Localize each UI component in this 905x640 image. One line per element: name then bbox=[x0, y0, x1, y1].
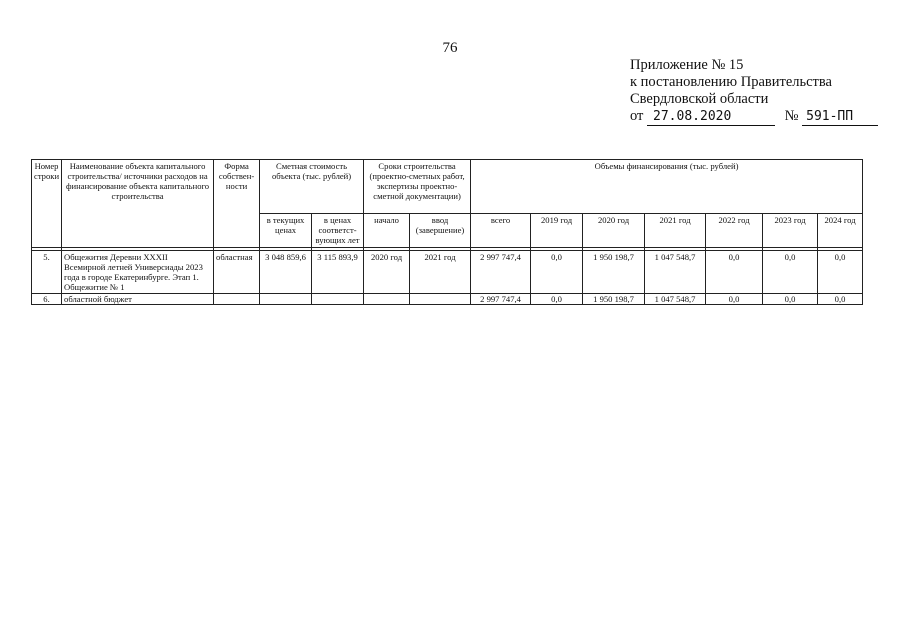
financing-total: 2 997 747,4 bbox=[471, 294, 531, 305]
header-year-2024: 2024 год bbox=[818, 214, 863, 248]
financing-total: 2 997 747,4 bbox=[471, 251, 531, 294]
header-object-name: Наименование объекта капитального строительства/ источники расходов на финансирование объекта капитального строительства bbox=[62, 160, 214, 248]
header-estimated-cost: Сметная стоимость объекта (тыс. рублей) bbox=[260, 160, 364, 214]
term-end: 2021 год bbox=[410, 251, 471, 294]
term-end bbox=[410, 294, 471, 305]
ownership: областная bbox=[214, 251, 260, 294]
table-row bbox=[32, 251, 863, 294]
financing-2019: 0,0 bbox=[531, 251, 583, 294]
header-year-2022: 2022 год bbox=[706, 214, 763, 248]
header-year-2020: 2020 год bbox=[583, 214, 645, 248]
header-row-number: Номер строки bbox=[32, 160, 62, 248]
appendix-region: Свердловской области bbox=[630, 91, 769, 107]
appendix-subtitle: к постановлению Правительства bbox=[630, 74, 832, 90]
financing-2022: 0,0 bbox=[706, 251, 763, 294]
header-term-end: ввод (завершение) bbox=[410, 214, 471, 248]
header-row-1 bbox=[32, 160, 863, 214]
object-name: областной бюджет bbox=[62, 294, 214, 305]
header-term-start: начало bbox=[364, 214, 410, 248]
financing-2023: 0,0 bbox=[763, 294, 818, 305]
financing-2021: 1 047 548,7 bbox=[645, 251, 706, 294]
header-year-2023: 2023 год bbox=[763, 214, 818, 248]
resolution-number: 591-ПП bbox=[802, 108, 878, 126]
financing-2020: 1 950 198,7 bbox=[583, 251, 645, 294]
row-number: 5. bbox=[32, 251, 62, 294]
financing-2023: 0,0 bbox=[763, 251, 818, 294]
resolution-date: 27.08.2020 bbox=[647, 108, 775, 126]
cost-adjusted bbox=[312, 294, 364, 305]
appendix-date-line bbox=[630, 108, 880, 126]
financing-2020: 1 950 198,7 bbox=[583, 294, 645, 305]
header-year-2021: 2021 год bbox=[645, 214, 706, 248]
row-number: 6. bbox=[32, 294, 62, 305]
appendix-header bbox=[630, 57, 880, 126]
number-label: № bbox=[784, 108, 799, 124]
financing-2024: 0,0 bbox=[818, 251, 863, 294]
term-start: 2020 год bbox=[364, 251, 410, 294]
cost-current bbox=[260, 294, 312, 305]
financing-2024: 0,0 bbox=[818, 294, 863, 305]
header-cost-adjusted: в ценах соответст-вующих лет bbox=[312, 214, 364, 248]
financing-table bbox=[31, 159, 863, 305]
header-construction-terms: Сроки строительства (проектно-сметных работ, экспертизы проектно-сметной документации) bbox=[364, 160, 471, 214]
cost-adjusted: 3 115 893,9 bbox=[312, 251, 364, 294]
financing-2022: 0,0 bbox=[706, 294, 763, 305]
header-year-2019: 2019 год bbox=[531, 214, 583, 248]
financing-2019: 0,0 bbox=[531, 294, 583, 305]
cost-current: 3 048 859,6 bbox=[260, 251, 312, 294]
header-financing: Объемы финансирования (тыс. рублей) bbox=[471, 160, 863, 214]
appendix-title: Приложение № 15 bbox=[630, 57, 744, 73]
page-number: 76 bbox=[442, 40, 458, 56]
object-name: Общежития Деревни XXXII Всемирной летней Универсиады 2023 года в городе Екатеринбурге. Этап 1. Общежитие № 1 bbox=[62, 251, 214, 294]
ownership bbox=[214, 294, 260, 305]
term-start bbox=[364, 294, 410, 305]
header-ownership: Форма собствен-ности bbox=[214, 160, 260, 248]
from-label: от bbox=[630, 108, 644, 124]
header-cost-current: в текущих ценах bbox=[260, 214, 312, 248]
financing-2021: 1 047 548,7 bbox=[645, 294, 706, 305]
header-total: всего bbox=[471, 214, 531, 248]
table-row bbox=[32, 294, 863, 305]
